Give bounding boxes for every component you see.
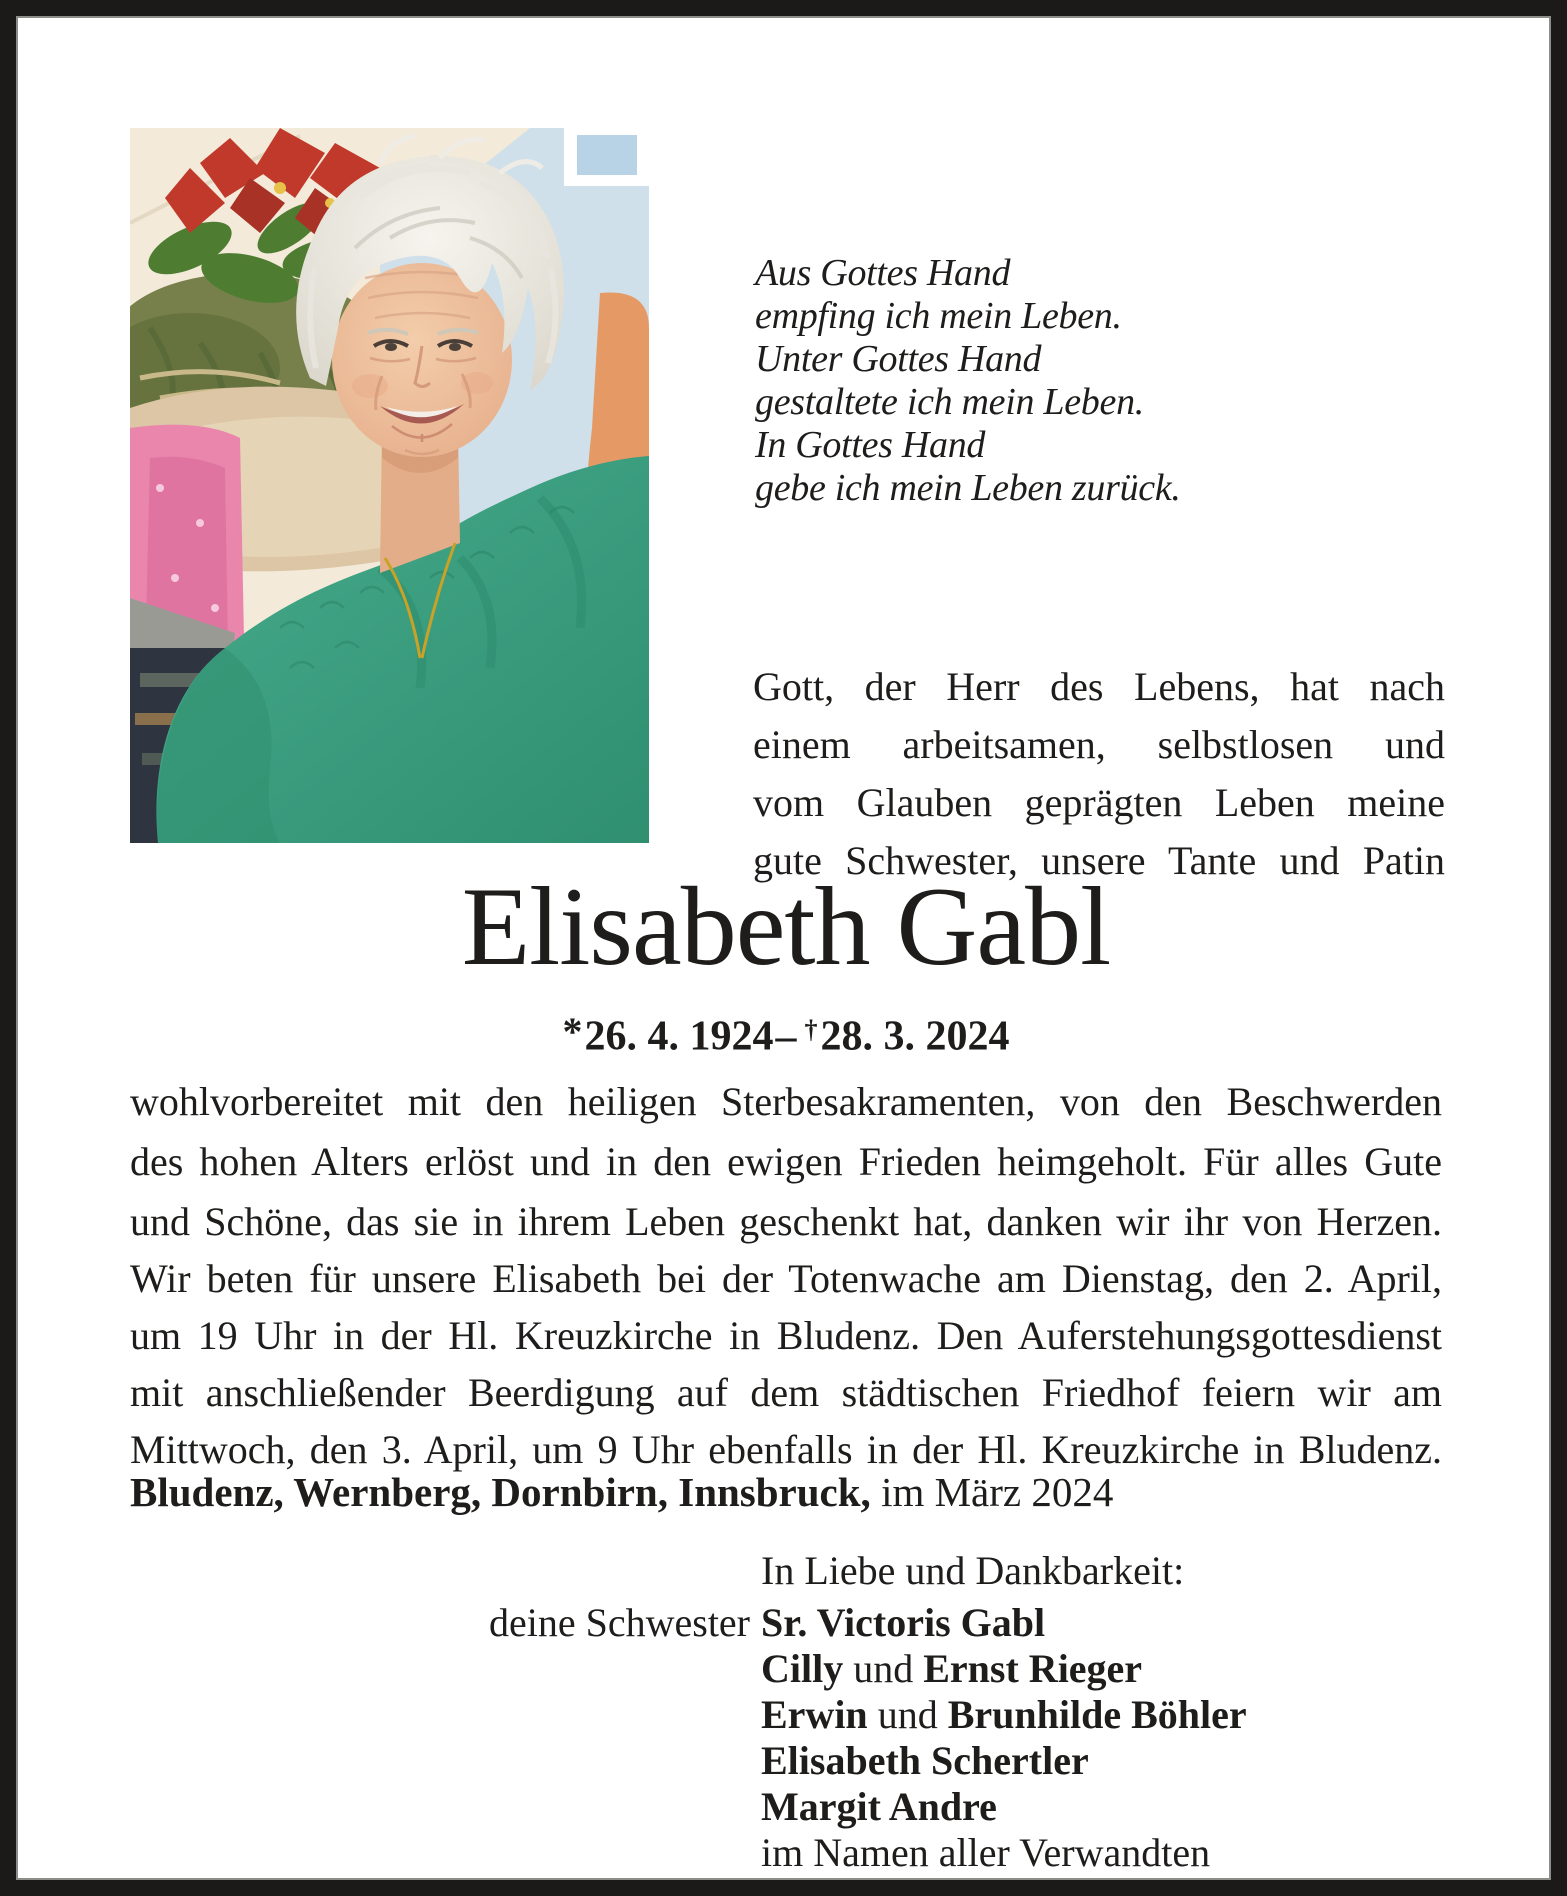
- paragraph-line: des hohen Alters erlöst und in den ewigen Frieden heimgeholt. Für alles Gute: [130, 1139, 1442, 1184]
- mourners-relation-label: deine Schwester: [488, 1600, 750, 1645]
- paragraph-line: wohlvorbereitet mit den heiligen Sterbesakramenten, von den Beschwerden: [130, 1079, 1442, 1124]
- birth-star-icon: *: [562, 1008, 583, 1054]
- poem: [755, 252, 1181, 510]
- poem-line: gebe ich mein Leben zurück.: [755, 467, 1181, 509]
- paragraph-line: Mittwoch, den 3. April, um 9 Uhr ebenfalls in der Hl. Kreuzkirche in Bludenz.: [130, 1427, 1442, 1472]
- closing-line: [130, 1468, 1442, 1516]
- paragraph-line: um 19 Uhr in der Hl. Kreuzkirche in Bludenz. Den Auferstehungsgottesdienst: [130, 1313, 1442, 1358]
- mourner-name: Cilly: [761, 1646, 844, 1691]
- mourner-name: Ernst Rieger: [923, 1646, 1143, 1691]
- mourner-entries: [761, 1600, 1247, 1830]
- intro-line: einem arbeitsamen, selbstlosen und: [753, 722, 1445, 767]
- paragraph-funeral-details: [130, 1250, 1442, 1478]
- mourner-entry: [761, 1692, 1247, 1738]
- poem-line: gestaltete ich mein Leben.: [755, 381, 1144, 423]
- portrait-photo: [130, 128, 649, 843]
- life-dates: [130, 1004, 1442, 1063]
- paragraph-line: mit anschließender Beerdigung auf dem städtischen Friedhof feiern wir am: [130, 1370, 1442, 1415]
- dates-separator: –: [775, 1013, 797, 1060]
- closing-locations: Bludenz, Wernberg, Dornbirn, Innsbruck,: [130, 1469, 871, 1515]
- mourner-connector: und: [867, 1692, 948, 1737]
- intro-line: vom Glauben geprägten Leben meine: [753, 780, 1445, 825]
- mourners-heading: In Liebe und Dankbarkeit:: [761, 1548, 1185, 1593]
- paragraph-line: und Schöne, das sie in ihrem Leben geschenkt hat, danken wir ihr von Herzen.: [130, 1199, 1442, 1244]
- mourner-entry: [761, 1600, 1247, 1646]
- paragraph-peaceful-death: [130, 1072, 1442, 1252]
- mourners-footer: im Namen aller Verwandten: [761, 1830, 1211, 1875]
- mourner-name: Erwin: [761, 1692, 868, 1737]
- intro-line: Gott, der Herr des Lebens, hat nach: [753, 664, 1445, 709]
- mourner-name: Sr. Victoris Gabl: [761, 1600, 1046, 1645]
- poem-line: empfing ich mein Leben.: [755, 295, 1122, 337]
- mourners-list: [761, 1600, 1247, 1876]
- birth-date: 26. 4. 1924: [584, 1013, 774, 1060]
- poem-line: In Gottes Hand: [755, 424, 986, 466]
- mourner-entry: [761, 1646, 1247, 1692]
- closing-date: im März 2024: [870, 1469, 1114, 1515]
- poem-line: Aus Gottes Hand: [755, 252, 1011, 294]
- death-cross-icon: †: [804, 1015, 818, 1044]
- paragraph-line: Wir beten für unsere Elisabeth bei der Totenwache am Dienstag, den 2. April,: [130, 1256, 1442, 1301]
- death-date: 28. 3. 2024: [820, 1013, 1010, 1060]
- mourner-entry: [761, 1784, 1247, 1830]
- mourner-name: Brunhilde Böhler: [947, 1692, 1247, 1737]
- mourner-name: Margit Andre: [761, 1784, 997, 1829]
- intro-paragraph: [753, 658, 1445, 890]
- mourner-entry: [761, 1738, 1247, 1784]
- intro-line: gute Schwester, unsere Tante und Patin: [753, 838, 1445, 883]
- poem-line: Unter Gottes Hand: [755, 338, 1042, 380]
- deceased-name: Elisabeth Gabl: [461, 865, 1111, 989]
- portrait-photo-art: [130, 128, 649, 843]
- mourner-connector: und: [843, 1646, 924, 1691]
- mourner-name: Elisabeth Schertler: [761, 1738, 1089, 1783]
